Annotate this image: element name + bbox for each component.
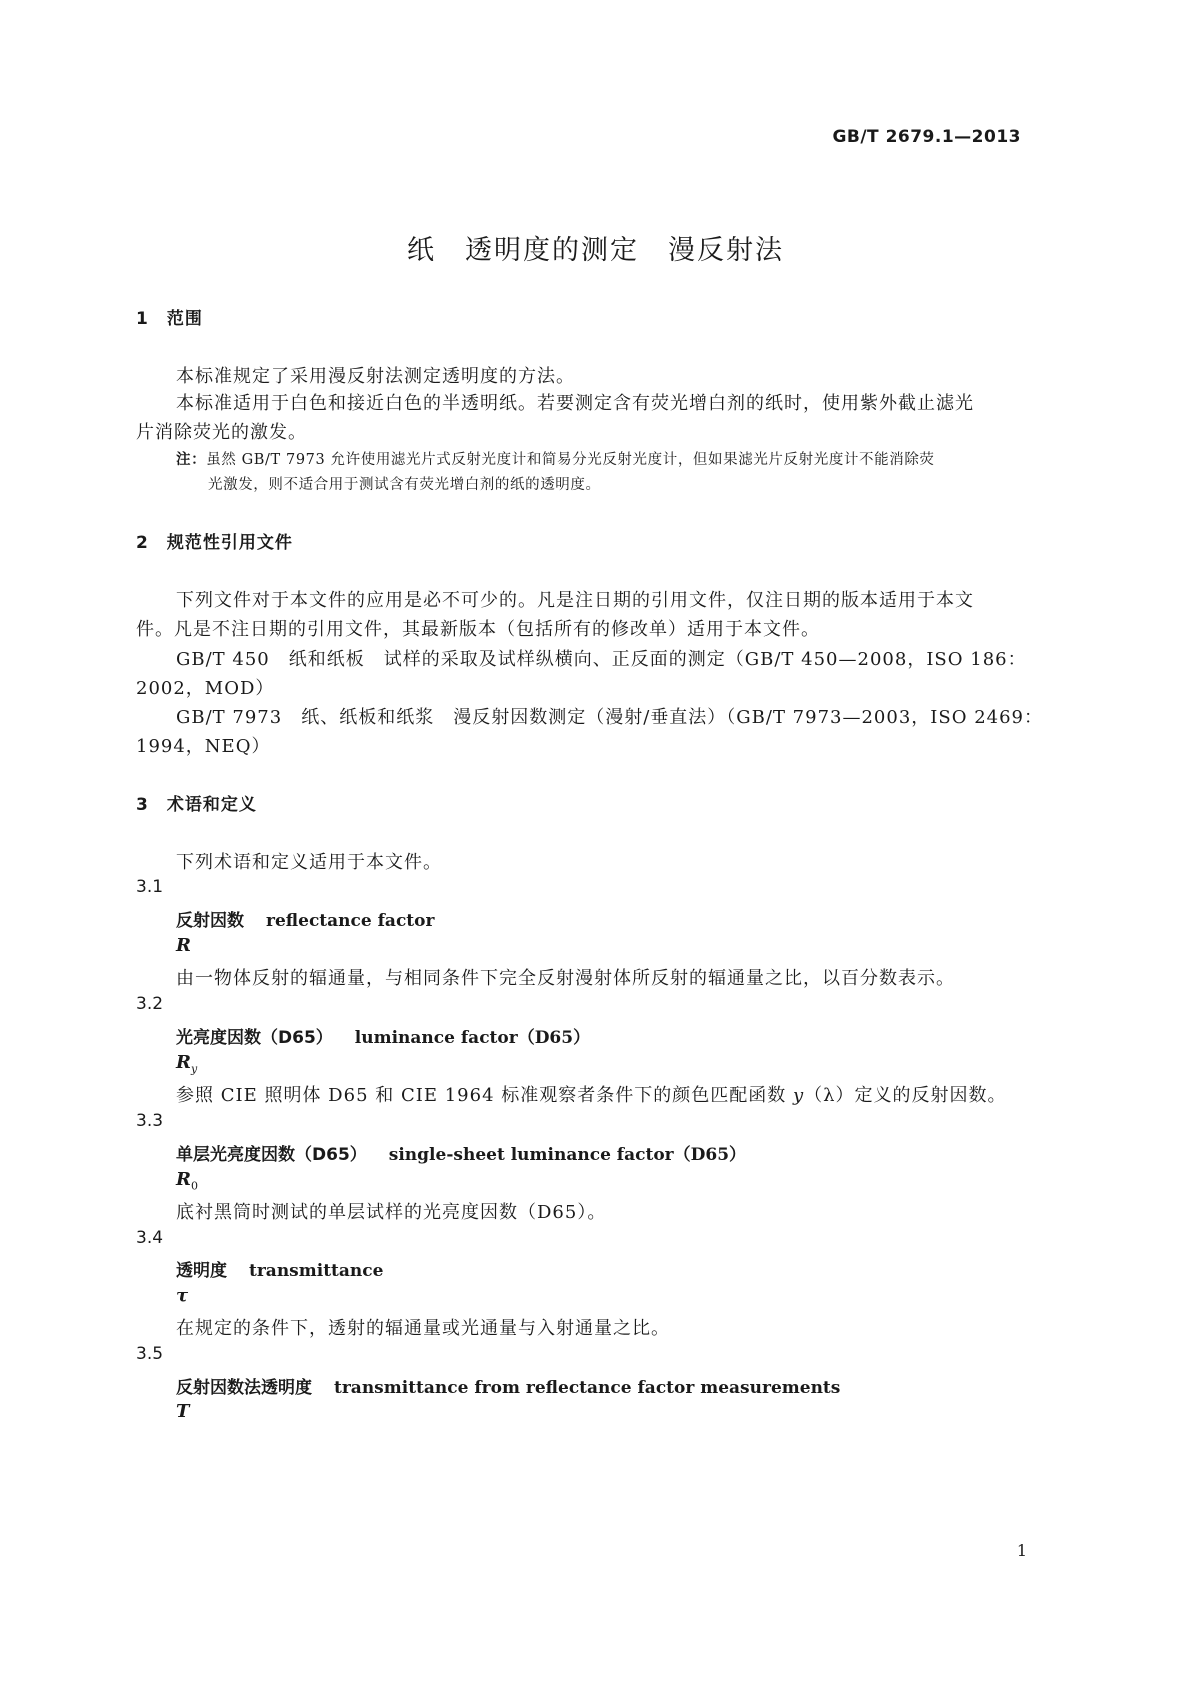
term-number: 3.5 bbox=[136, 1344, 164, 1364]
term-name-en: luminance factor（D65） bbox=[354, 1028, 591, 1048]
term-symbol-base: R bbox=[176, 1052, 191, 1073]
term-symbol: R bbox=[176, 935, 191, 956]
term-name-en: single-sheet luminance factor（D65） bbox=[388, 1145, 747, 1165]
section-1-heading: 1 范围 bbox=[136, 309, 203, 329]
section-1-paragraph-1: 本标准规定了采用漫反射法测定透明度的方法。 bbox=[176, 366, 575, 387]
term-definition: 由一物体反射的辐通量，与相同条件下完全反射漫射体所反射的辐通量之比，以百分数表示。 bbox=[176, 968, 955, 989]
term-name bbox=[176, 1140, 746, 1165]
reference-gbt-450-cont: 2002，MOD） bbox=[136, 678, 275, 699]
reference-gbt-450: GB/T 450 纸和纸板 试样的采取及试样纵横向、正反面的测定（GB/T 450—2008，ISO 186： bbox=[176, 649, 1027, 670]
section-2-paragraph-1-cont: 件。凡是不注日期的引用文件，其最新版本（包括所有的修改单）适用于本文件。 bbox=[136, 619, 820, 640]
term-symbol: T bbox=[176, 1401, 190, 1422]
term-name bbox=[176, 1023, 590, 1048]
term-name-zh: 单层光亮度因数（D65） bbox=[176, 1145, 367, 1165]
term-symbol: τ bbox=[176, 1285, 189, 1306]
reference-gbt-7973-cont: 1994，NEQ） bbox=[136, 736, 271, 757]
section-1-note-cont: 光激发，则不适合用于测试含有荧光增白剂的纸的透明度。 bbox=[208, 477, 601, 493]
term-name-zh: 反射因数 bbox=[176, 911, 244, 931]
term-number: 3.3 bbox=[136, 1111, 164, 1131]
term-definition bbox=[176, 1081, 1007, 1107]
term-definition-part-b: （λ）定义的反射因数。 bbox=[804, 1085, 1007, 1106]
section-3-heading: 3 术语和定义 bbox=[136, 795, 257, 815]
term-definition: 底衬黑筒时测试的单层试样的光亮度因数（D65）。 bbox=[176, 1202, 607, 1223]
term-name-zh: 光亮度因数（D65） bbox=[176, 1028, 333, 1048]
note-text: 虽然 GB/T 7973 允许使用滤光片式反射光度计和简易分光反射光度计，但如果滤光片反射光度计不能消除荧 bbox=[206, 452, 935, 468]
term-symbol-base: R bbox=[176, 1169, 191, 1190]
term-number: 3.1 bbox=[136, 877, 164, 897]
page-number: 1 bbox=[1016, 1541, 1027, 1560]
term-symbol bbox=[176, 1052, 197, 1076]
term-symbol-subscript: 0 bbox=[190, 1179, 198, 1193]
term-name bbox=[176, 1256, 383, 1281]
term-symbol-subscript: y bbox=[190, 1062, 198, 1076]
term-name-en: transmittance from reflectance factor measurements bbox=[334, 1378, 841, 1398]
term-symbol bbox=[176, 1169, 198, 1193]
section-2-paragraph-1: 下列文件对于本文件的应用是必不可少的。凡是注日期的引用文件，仅注日期的版本适用于本文 bbox=[176, 590, 974, 611]
standard-code: GB/T 2679.1—2013 bbox=[832, 127, 1021, 147]
term-name-zh: 透明度 bbox=[176, 1261, 227, 1281]
note-label: 注： bbox=[176, 452, 207, 468]
term-definition-part-a: 参照 CIE 照明体 D65 和 CIE 1964 标准观察者条件下的颜色匹配函数 bbox=[176, 1085, 793, 1106]
section-3-intro: 下列术语和定义适用于本文件。 bbox=[176, 852, 442, 873]
section-1-note bbox=[176, 448, 935, 469]
term-number: 3.4 bbox=[136, 1228, 164, 1248]
section-1-paragraph-2: 本标准适用于白色和接近白色的半透明纸。若要测定含有荧光增白剂的纸时，使用紫外截止滤光 bbox=[176, 393, 974, 414]
reference-gbt-7973: GB/T 7973 纸、纸板和纸浆 漫反射因数测定（漫射/垂直法）（GB/T 7973—2003，ISO 2469： bbox=[176, 707, 1044, 728]
color-matching-function: y bbox=[792, 1085, 805, 1106]
term-name-en: transmittance bbox=[249, 1261, 384, 1281]
term-name bbox=[176, 906, 434, 931]
term-name bbox=[176, 1373, 840, 1398]
section-1-paragraph-2-cont: 片消除荧光的激发。 bbox=[136, 422, 307, 443]
term-name-zh: 反射因数法透明度 bbox=[176, 1378, 312, 1398]
document-title: 纸 透明度的测定 漫反射法 bbox=[407, 235, 784, 266]
section-2-heading: 2 规范性引用文件 bbox=[136, 533, 293, 553]
term-definition: 在规定的条件下，透射的辐通量或光通量与入射通量之比。 bbox=[176, 1318, 670, 1339]
term-name-en: reflectance factor bbox=[266, 911, 435, 931]
term-number: 3.2 bbox=[136, 994, 164, 1014]
